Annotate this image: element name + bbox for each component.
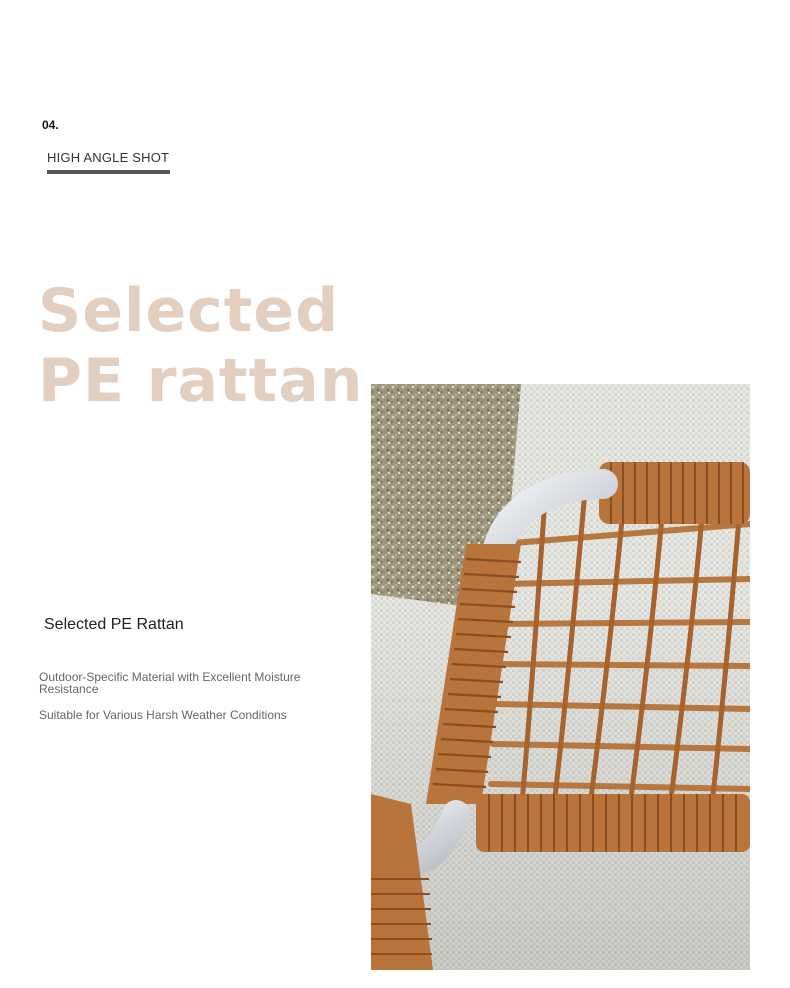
headline-line-2: PE rattan: [38, 346, 364, 416]
section-underline: [47, 170, 170, 174]
feature-title: Selected PE Rattan: [44, 616, 184, 633]
feature-description-2: Suitable for Various Harsh Weather Conditions: [39, 708, 287, 722]
rattan-chair-illustration: [371, 384, 750, 970]
headline: [38, 276, 364, 416]
section-number: 04.: [42, 118, 59, 132]
section-label: HIGH ANGLE SHOT: [47, 150, 170, 165]
feature-description-1: Outdoor-Specific Material with Excellent Moisture Resistance: [39, 670, 301, 696]
headline-line-1: Selected: [38, 276, 340, 346]
product-photo: [371, 384, 750, 970]
